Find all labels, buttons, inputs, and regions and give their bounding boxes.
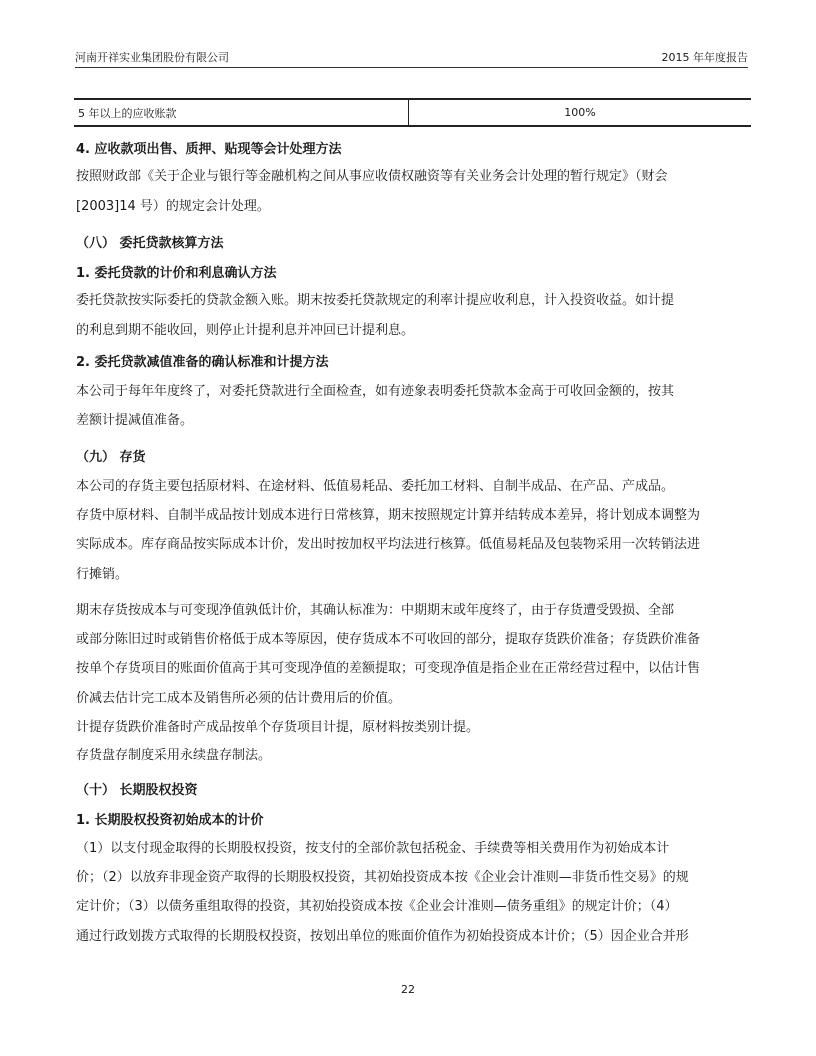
section-heading: 1. 委托贷款的计价和利息确认方法 bbox=[76, 266, 277, 281]
paragraph-line: 通过行政划拨方式取得的长期股权投资，按划出单位的账面价值作为初始投资成本计价；（5）因企业合并形 bbox=[76, 929, 689, 944]
section-heading: （十） 长期股权投资 bbox=[76, 783, 198, 798]
paragraph-line: 本公司的存货主要包括原材料、在途材料、低值易耗品、委托加工材料、自制半成品、在产品、产成品。 bbox=[76, 479, 675, 494]
paragraph-line: 委托贷款按实际委托的贷款金额入账。期末按委托贷款规定的利率计提应收利息，计入投资收益。如计提 bbox=[76, 293, 675, 308]
paragraph-line: 计提存货跌价准备时产成品按单个存货项目计提，原材料按类别计提。 bbox=[76, 720, 480, 735]
section-heading: （九） 存货 bbox=[76, 450, 146, 465]
section-heading: 2. 委托贷款减值准备的确认标准和计提方法 bbox=[76, 355, 329, 370]
company-name: 河南开祥实业集团股份有限公司 bbox=[75, 51, 229, 64]
paragraph-line: 或部分陈旧过时或销售价格低于成本等原因，使存货成本不可收回的部分，提取存货跌价准备；存货跌价准备 bbox=[76, 632, 701, 647]
paragraph-line: （1）以支付现金取得的长期股权投资，按支付的全部价款包括税金、手续费等相关费用作为初始成本计 bbox=[76, 841, 670, 856]
paragraph-line: 存货盘存制度采用永续盘存制法。 bbox=[76, 748, 272, 763]
aging-table bbox=[74, 98, 751, 127]
paragraph-line: 行摊销。 bbox=[76, 567, 129, 582]
page-number: 22 bbox=[401, 983, 415, 996]
paragraph-line: 价减去估计完工成本及销售所必须的估计费用后的价值。 bbox=[76, 691, 402, 706]
paragraph-line: 按照财政部《关于企业与银行等金融机构之间从事应收债权融资等有关业务会计处理的暂行规定》（财会 bbox=[76, 169, 668, 184]
paragraph-line: 的利息到期不能收回，则停止计提利息并冲回已计提利息。 bbox=[76, 323, 415, 338]
paragraph-line: 实际成本。库存商品按实际成本计价，发出时按加权平均法进行核算。低值易耗品及包装物采用一次转销法进 bbox=[76, 537, 701, 552]
paragraph-line: 按单个存货项目的账面价值高于其可变现净值的差额提取；可变现净值是指企业在正常经营过程中，以估计售 bbox=[76, 661, 701, 676]
paragraph-line: 差额计提减值准备。 bbox=[76, 413, 194, 428]
paragraph-line: 定计价；（3）以债务重组取得的投资，其初始投资成本按《企业会计准则—债务重组》的规定计价；（4） bbox=[76, 899, 678, 914]
page-header bbox=[75, 50, 748, 68]
report-title: 2015 年年度报告 bbox=[661, 51, 748, 64]
paragraph-line: 期末存货按成本与可变现净值孰低计价，其确认标准为：中期期末或年度终了，由于存货遭受毁损、全部 bbox=[76, 603, 675, 618]
paragraph-line: 价；（2）以放弃非现金资产取得的长期股权投资，其初始投资成本按《企业会计准则—非货币性交易》的规 bbox=[76, 870, 689, 885]
table-row bbox=[74, 99, 751, 126]
table-cell-value: 100% bbox=[409, 99, 752, 126]
paragraph-line: 本公司于每年年度终了，对委托贷款进行全面检查，如有迹象表明委托贷款本金高于可收回金额的，按其 bbox=[76, 384, 675, 399]
paragraph-line: 存货中原材料、自制半成品按计划成本进行日常核算，期末按照规定计算并结转成本差异，将计划成本调整为 bbox=[76, 508, 701, 523]
paragraph-line: [2003]14 号）的规定会计处理。 bbox=[76, 199, 270, 214]
table-cell-label: 5 年以上的应收账款 bbox=[74, 99, 409, 126]
section-heading: 1. 长期股权投资初始成本的计价 bbox=[76, 813, 264, 828]
section-heading: （八） 委托贷款核算方法 bbox=[76, 236, 224, 251]
section-heading: 4. 应收款项出售、质押、贴现等会计处理方法 bbox=[76, 142, 342, 157]
